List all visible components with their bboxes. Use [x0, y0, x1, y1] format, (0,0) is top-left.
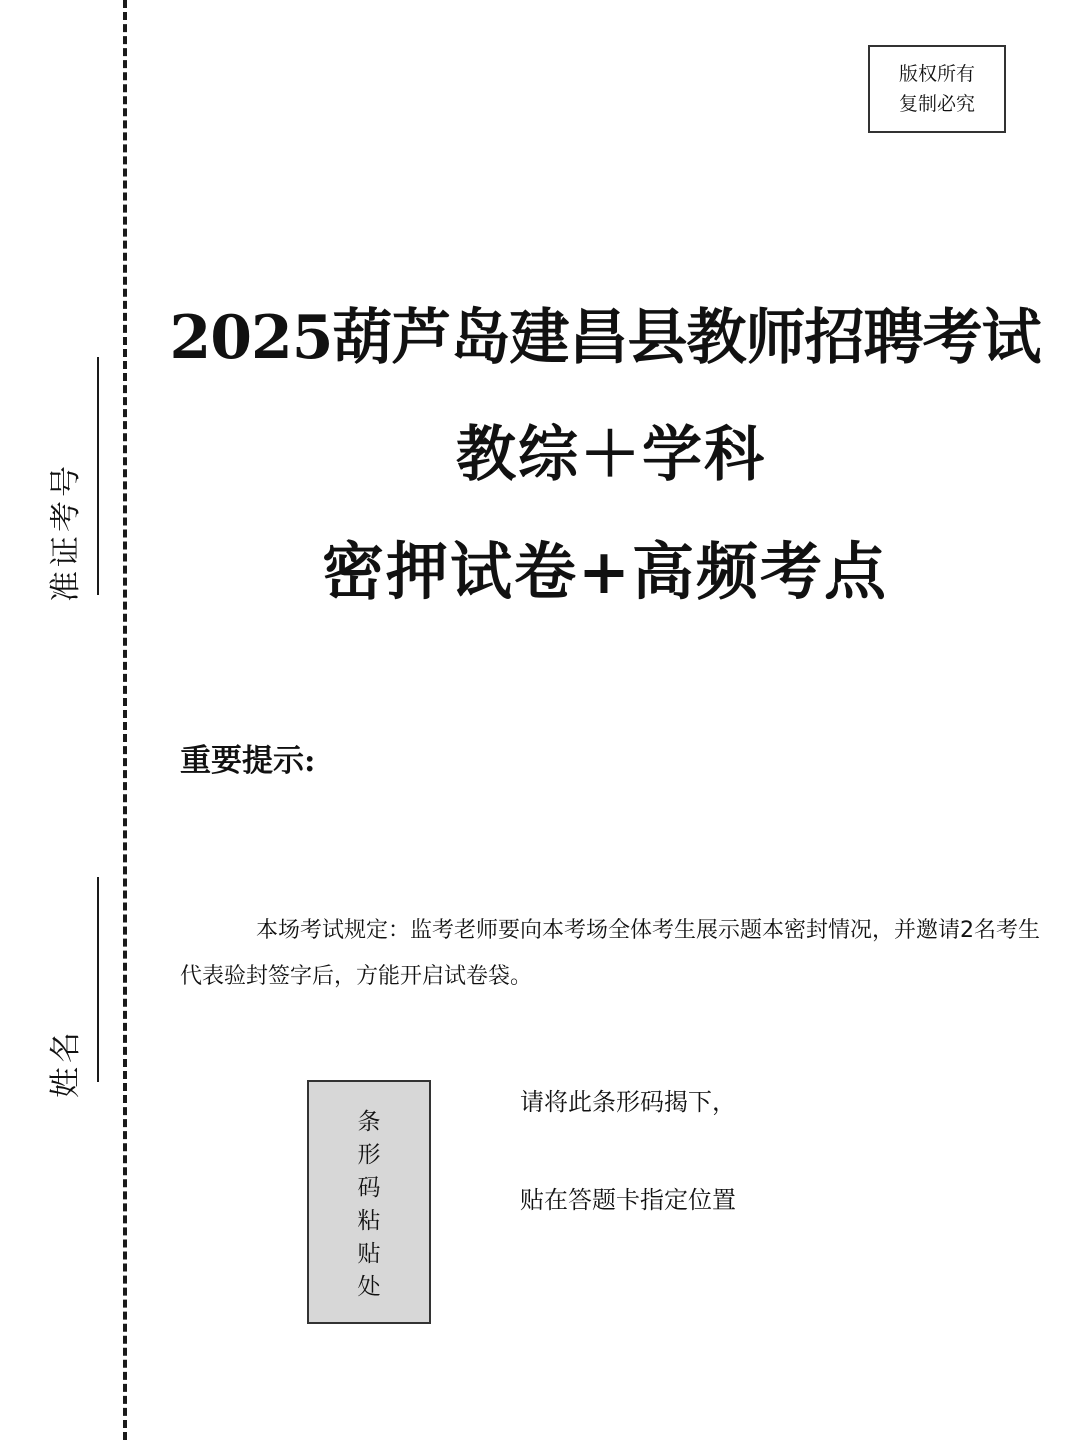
exam-number-label: 准证考号: [48, 462, 84, 602]
barcode-box-char: 粘: [357, 1208, 381, 1234]
exam-rules-paragraph: 本场考试规定：监考老师要向本考场全体考生展示题本密封情况，并邀请2名考生代表验封签字后，方能开启试卷袋。: [180, 918, 1040, 989]
copyright-stamp: [868, 45, 1006, 133]
copyright-line-2: 复制必究: [898, 93, 975, 115]
title-line-3: 密押试卷+高频考点: [322, 535, 888, 608]
barcode-instruction-line-1: 请将此条形码揭下，: [520, 1088, 736, 1116]
barcode-box-char: 形: [357, 1142, 381, 1168]
seal-dashed-line: [123, 0, 127, 1440]
copyright-line-1: 版权所有: [898, 63, 975, 85]
barcode-placement-box: [307, 1080, 431, 1324]
notice-heading: 重要提示:: [180, 743, 316, 779]
name-blank-line: [97, 877, 99, 1082]
title-line-2: 教综＋学科: [456, 420, 766, 490]
barcode-box-char: 贴: [357, 1241, 381, 1267]
barcode-box-char: 码: [357, 1175, 381, 1201]
name-label: 姓名: [48, 1028, 84, 1098]
title-line-1: 2025葫芦岛建昌县教师招聘考试: [169, 303, 1041, 373]
barcode-box-char: 处: [357, 1274, 381, 1300]
barcode-box-char: 条: [357, 1109, 381, 1135]
exam-number-blank-line: [97, 357, 99, 595]
barcode-instruction-line-2: 贴在答题卡指定位置: [520, 1186, 736, 1214]
